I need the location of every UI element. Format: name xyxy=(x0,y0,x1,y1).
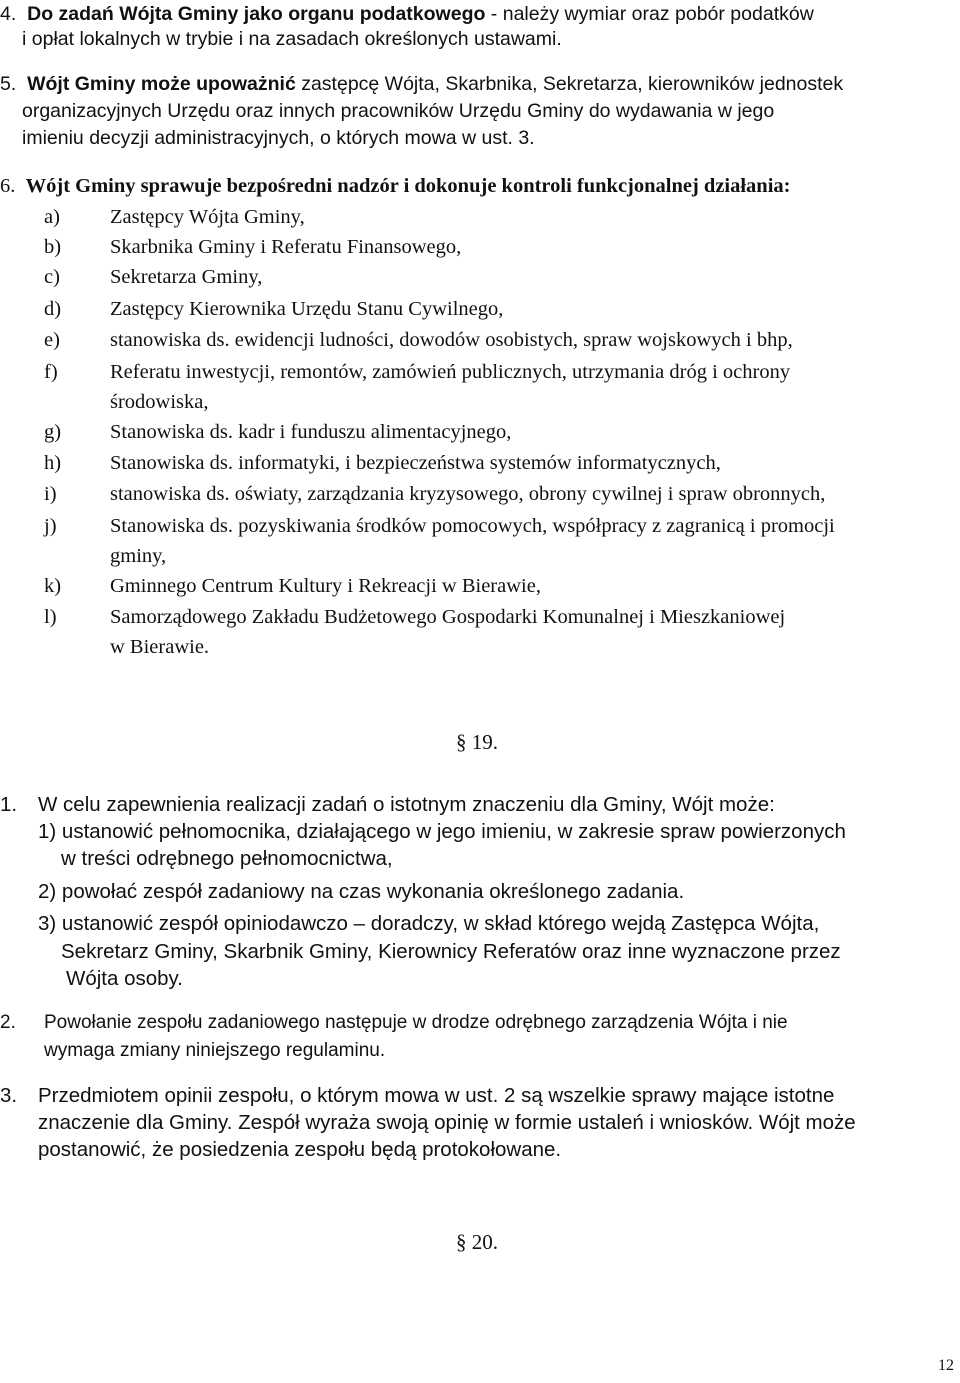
sec19-p3-line1: Przedmiotem opinii zespołu, o którym mowa w ust. 2 są wszelkie sprawy mające istotne xyxy=(38,1084,835,1107)
item4-bold: Do zadań Wójta Gminy jako organu podatkowego xyxy=(27,3,486,25)
item4-number: 4. xyxy=(0,3,17,25)
list-text-l-2: w Bierawie. xyxy=(110,636,210,658)
item5-line3: imieniu decyzji administracyjnych, o których mowa w ust. 3. xyxy=(22,127,535,149)
list-text-g: Stanowiska ds. kadr i funduszu alimentacyjnego, xyxy=(110,421,512,443)
sec19-p1-sub1-line1: 1) ustanowić pełnomocnika, działającego w jego imieniu, w zakresie spraw powierzonych xyxy=(38,820,846,843)
list-text-c: Sekretarza Gminy, xyxy=(110,266,263,288)
item5-bold: Wójt Gminy może upoważnić xyxy=(27,73,296,95)
item5-rest: zastępcę Wójta, Skarbnika, Sekretarza, kierowników jednostek xyxy=(295,73,844,95)
list-item-c: c) xyxy=(44,266,60,288)
sec19-p1-sub2: 2) powołać zespół zadaniowy na czas wykonania określonego zadania. xyxy=(38,880,685,903)
sec19-p1-sub1-line2: w treści odrębnego pełnomocnictwa, xyxy=(61,847,393,870)
list-text-j-2: gminy, xyxy=(110,545,167,567)
sec19-p3-line3: postanowić, że posiedzenia zespołu będą protokołowane. xyxy=(38,1138,562,1161)
item5-line2: organizacyjnych Urzędu oraz innych pracowników Urzędu Gminy do wydawania w jego xyxy=(22,100,775,122)
list-item-b: b) xyxy=(44,236,62,258)
item5-number: 5. xyxy=(0,73,17,95)
list-text-d: Zastępcy Kierownika Urzędu Stanu Cywilnego, xyxy=(110,298,504,320)
list-item-l: l) xyxy=(44,606,57,628)
item5-line1 xyxy=(0,73,843,96)
section-20-heading: § 20. xyxy=(456,1230,498,1254)
item4-line2: i opłat lokalnych w trybie i na zasadach określonych ustawami. xyxy=(22,28,562,50)
list-item-a: a) xyxy=(44,206,60,228)
sec19-p3-number: 3. xyxy=(0,1084,18,1107)
sec19-p2-line2: wymaga zmiany niniejszego regulaminu. xyxy=(44,1040,386,1061)
sec19-p2-number: 2. xyxy=(0,1012,16,1033)
list-text-f-1: Referatu inwestycji, remontów, zamówień publicznych, utrzymania dróg i ochrony xyxy=(110,361,791,383)
list-item-d: d) xyxy=(44,298,62,320)
list-item-k: k) xyxy=(44,575,62,597)
page-number: 12 xyxy=(938,1357,954,1374)
item4-line1 xyxy=(0,3,814,26)
item6-heading xyxy=(0,175,790,198)
list-text-e: stanowiska ds. ewidencji ludności, dowodów osobistych, spraw wojskowych i bhp, xyxy=(110,329,793,351)
list-text-k: Gminnego Centrum Kultury i Rekreacji w Bierawie, xyxy=(110,575,541,597)
list-text-i: stanowiska ds. oświaty, zarządzania kryzysowego, obrony cywilnej i spraw obronnych, xyxy=(110,483,826,505)
sec19-p3-line2: znaczenie dla Gminy. Zespół wyraża swoją opinię w formie ustaleń i wniosków. Wójt może xyxy=(38,1111,856,1134)
list-item-h: h) xyxy=(44,452,62,474)
list-item-g: g) xyxy=(44,421,62,443)
list-text-b: Skarbnika Gminy i Referatu Finansowego, xyxy=(110,236,462,258)
list-text-j-1: Stanowiska ds. pozyskiwania środków pomocowych, współpracy z zagranicą i promocji xyxy=(110,515,835,537)
list-item-i: i) xyxy=(44,483,57,505)
section-19-heading: § 19. xyxy=(456,730,498,754)
sec19-p1-sub3-line3: Wójta osoby. xyxy=(66,967,183,990)
item6-bold: Wójt Gminy sprawuje bezpośredni nadzór i dokonuje kontroli funkcjonalnej działania: xyxy=(25,175,791,197)
list-item-e: e) xyxy=(44,329,60,351)
list-text-f-2: środowiska, xyxy=(110,391,209,413)
item6-number: 6. xyxy=(0,175,16,197)
list-text-a: Zastępcy Wójta Gminy, xyxy=(110,206,305,228)
sec19-p1-sub3-line1: 3) ustanowić zespół opiniodawczo – doradczy, w skład którego wejdą Zastępca Wójta, xyxy=(38,912,820,935)
sec19-p1-number: 1. xyxy=(0,793,18,816)
list-text-l-1: Samorządowego Zakładu Budżetowego Gospodarki Komunalnej i Mieszkaniowej xyxy=(110,606,786,628)
sec19-p2-line1: Powołanie zespołu zadaniowego następuje w drodze odrębnego zarządzenia Wójta i nie xyxy=(44,1012,788,1033)
sec19-p1-text: W celu zapewnienia realizacji zadań o istotnym znaczeniu dla Gminy, Wójt może: xyxy=(38,793,775,816)
sec19-p1-sub3-line2: Sekretarz Gminy, Skarbnik Gminy, Kierownicy Referatów oraz inne wyznaczone przez xyxy=(61,940,841,963)
list-item-f: f) xyxy=(44,361,58,383)
list-text-h: Stanowiska ds. informatyki, i bezpieczeństwa systemów informatycznych, xyxy=(110,452,721,474)
list-item-j: j) xyxy=(44,515,57,537)
item4-rest: - należy wymiar oraz pobór podatków xyxy=(485,3,814,25)
